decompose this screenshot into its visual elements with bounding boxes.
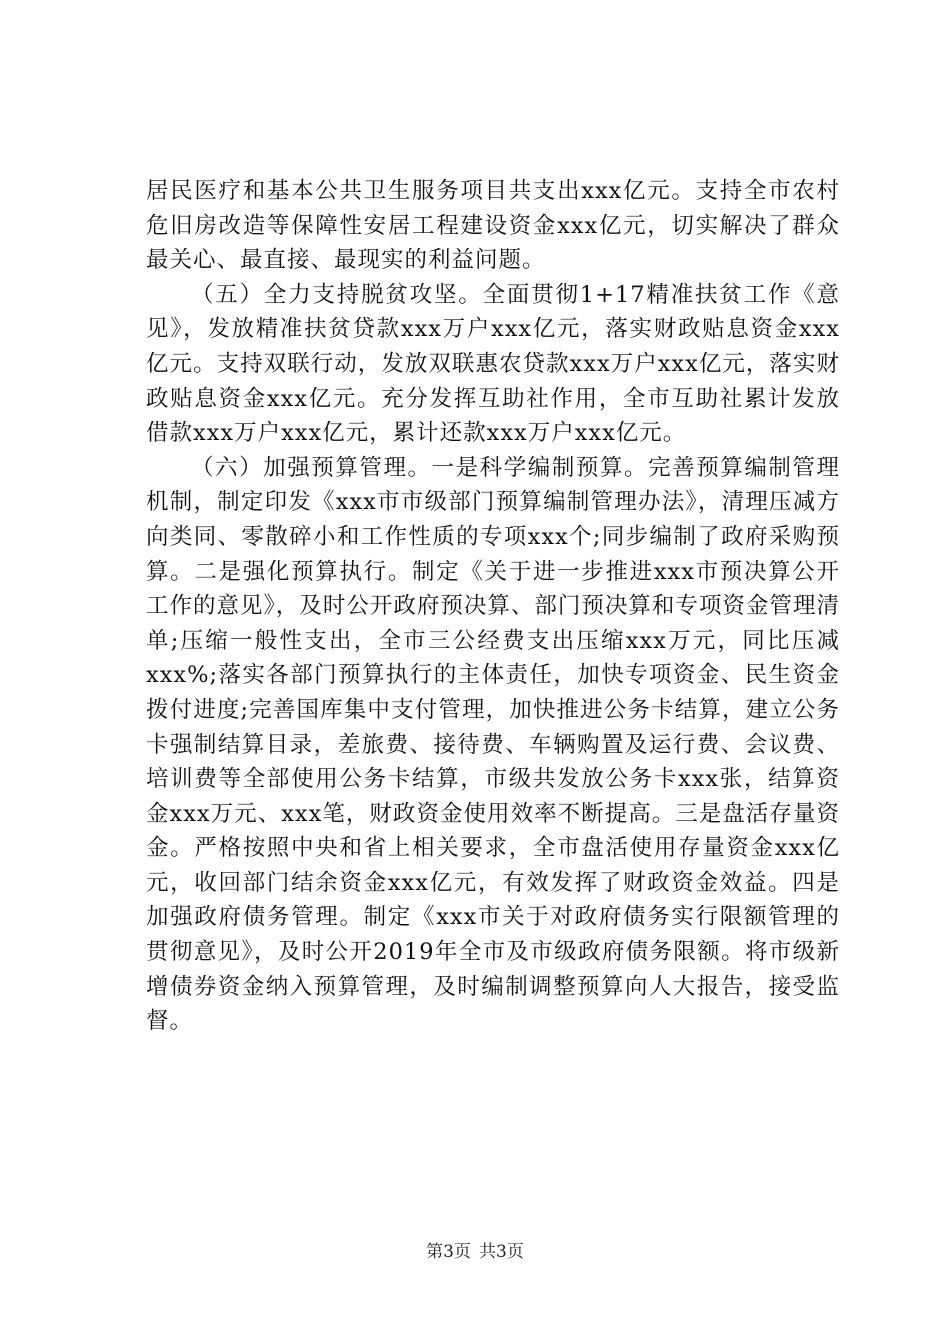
page-number: 第3页 [426,1242,471,1262]
paragraph-budget-management: （六）加强预算管理。一是科学编制预算。完善预算编制管理机制，制定印发《xxx市市级部门预算编制管理办法》，清理压减方向类同、零散碎小和工作性质的专项xxx个;同步编制了政府采购预算。二是强化预算执行。制定《关于进一步推进xxx市预决算公开工作的意见》，及时公开政府预决算、部门预决算和专项资金管理清单;压缩一般性支出，全市三公经费支出压缩xxx万元，同比压减xxx%;落实各部门预算执行的主体责任，加快专项资金、民生资金拨付进度;完善国库集中支付管理，加快推进公务卡结算，建立公务卡强制结算目录，差旅费、接待费、车辆购置及运行费、会议费、培训费等全部使用公务卡结算，市级共发放公务卡xxx张，结算资金xxx万元、xxx笔，财政资金使用效率不断提高。三是盘活存量资金。严格按照中央和省上相关要求，全市盘活使用存量资金xxx亿元，收回部门结余资金xxx亿元，有效发挥了财政资金效益。四是加强政府债务管理。制定《xxx市关于对政府债务实行限额管理的贯彻意见》，及时公开2019年全市及市级政府债务限额。将市级新增债券资金纳入预算管理，及时编制调整预算向人大报告，接受监督。 [146,454,840,1035]
paragraph-continued: 居民医疗和基本公共卫生服务项目共支出xxx亿元。支持全市农村危旧房改造等保障性安居工程建设资金xxx亿元，切实解决了群众最关心、最直接、最现实的利益问题。 [146,178,840,274]
document-body [146,174,840,1039]
paragraph-poverty-alleviation: （五）全力支持脱贫攻坚。全面贯彻1+17精准扶贫工作《意见》，发放精准扶贫贷款xxx万户xxx亿元，落实财政贴息资金xxx亿元。支持双联行动，发放双联惠农贷款xxx万户xxx亿元，落实财政贴息资金xxx亿元。充分发挥互助社作用，全市互助社累计发放借款xxx万户xxx亿元，累计还款xxx万户xxx亿元。 [146,281,840,447]
page-total: 共3页 [479,1242,524,1262]
page-footer [0,1241,950,1263]
